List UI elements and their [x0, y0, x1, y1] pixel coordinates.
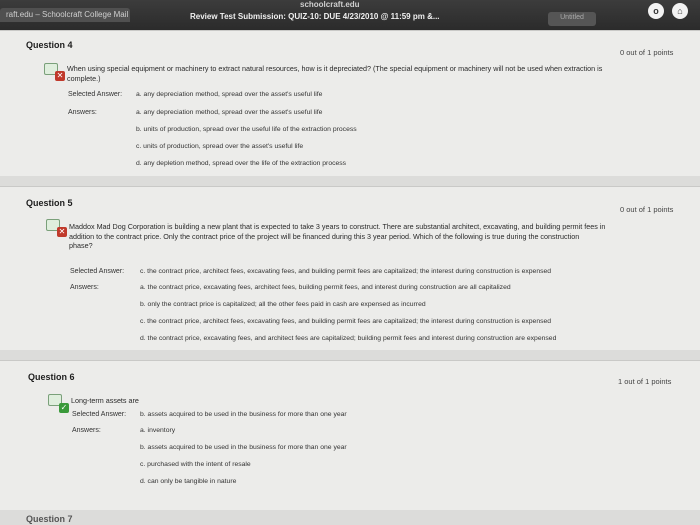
incorrect-icon: ✕	[58, 227, 66, 236]
question-points: 1 out of 1 points	[618, 377, 672, 386]
selected-answer: b. assets acquired to be used in the business for more than one year	[140, 411, 347, 418]
answer-option: b. assets acquired to be used in the business for more than one year	[140, 444, 347, 451]
url-fragment: schoolcraft.edu	[300, 0, 360, 9]
answer-option: d. can only be tangible in nature	[140, 478, 237, 485]
answer-option: d. the contract price, excavating fees, and architect fees are capitalized; building permit fees and interest during construction are expensed	[140, 335, 557, 342]
question-card-4	[0, 30, 700, 176]
menu-icon[interactable]: ⌂	[672, 3, 688, 19]
question-text-line: complete.)	[67, 73, 101, 83]
question-card-6	[0, 360, 700, 510]
answer-option: b. only the contract price is capitalized; all the other fees paid in cash are expensed as incurred	[140, 301, 426, 308]
browser-tab-review-test[interactable]: Review Test Submission: QUIZ-10: DUE 4/23/2010 @ 11:59 pm &...	[190, 12, 440, 21]
question-title: Question 6	[28, 372, 75, 382]
answer-option: a. the contract price, excavating fees, architect fees, building permit fees, and interest during construction are all capitalized	[140, 284, 511, 291]
question-title: Question 5	[26, 198, 73, 208]
answers-label: Answers:	[72, 427, 101, 434]
answers-label: Answers:	[70, 284, 99, 291]
question-text	[69, 222, 684, 251]
correct-icon: ✓	[60, 403, 68, 412]
question-text-line: When using special equipment or machinery to extract natural resources, how is it depreciated? (The special equipment or machinery will not be used when extraction is	[67, 64, 603, 73]
question-text-line: Long-term assets are	[71, 396, 139, 405]
question-card-5	[0, 186, 700, 350]
question-points: 0 out of 1 points	[620, 205, 674, 214]
selected-answer: a. any depreciation method, spread over the asset's useful life	[136, 91, 323, 98]
question-title: Question 4	[26, 40, 73, 50]
browser-tab-untitled[interactable]: Untitled	[548, 12, 596, 26]
answer-option: c. purchased with the intent of resale	[140, 461, 251, 468]
selected-answer-label: Selected Answer:	[68, 91, 123, 98]
selected-answer-label: Selected Answer:	[72, 411, 127, 418]
answer-option: a. any depreciation method, spread over the asset's useful life	[136, 109, 323, 116]
selected-answer-label: Selected Answer:	[70, 268, 125, 275]
answer-option: d. any depletion method, spread over the life of the extraction process	[136, 160, 347, 167]
question-text	[67, 64, 687, 83]
incorrect-icon: ✕	[56, 71, 64, 80]
answer-option: c. the contract price, architect fees, excavating fees, and building permit fees are capitalized; the interest during construction is expensed	[140, 318, 552, 325]
question-text-line: phase?	[69, 241, 93, 250]
selected-answer: c. the contract price, architect fees, excavating fees, and building permit fees are capitalized; the interest during construction is expensed	[140, 268, 552, 275]
browser-top-bar	[0, 0, 700, 30]
answer-option: c. units of production, spread over the asset's useful life	[136, 143, 304, 150]
answers-label: Answers:	[68, 109, 97, 116]
answer-option: a. inventory	[140, 427, 176, 434]
question-text-line: Maddox Mad Dog Corporation is building a new plant that is expected to take 3 years to construct. There are substantial architect, excavating, and building permit fees in	[69, 222, 606, 231]
browser-tab-mail[interactable]: raft.edu – Schoolcraft College Mail	[0, 8, 130, 22]
next-question-title: Question 7	[26, 514, 73, 524]
question-points: 0 out of 1 points	[620, 48, 674, 57]
extension-icon[interactable]: o	[648, 3, 664, 19]
answer-option: b. units of production, spread over the useful life of the extraction process	[136, 126, 357, 133]
question-text-line: addition to the contract price. Only the contract price of the project will be financed during this 3 year period. Which of the following is true during the construction	[69, 231, 580, 241]
question-text	[71, 396, 139, 406]
